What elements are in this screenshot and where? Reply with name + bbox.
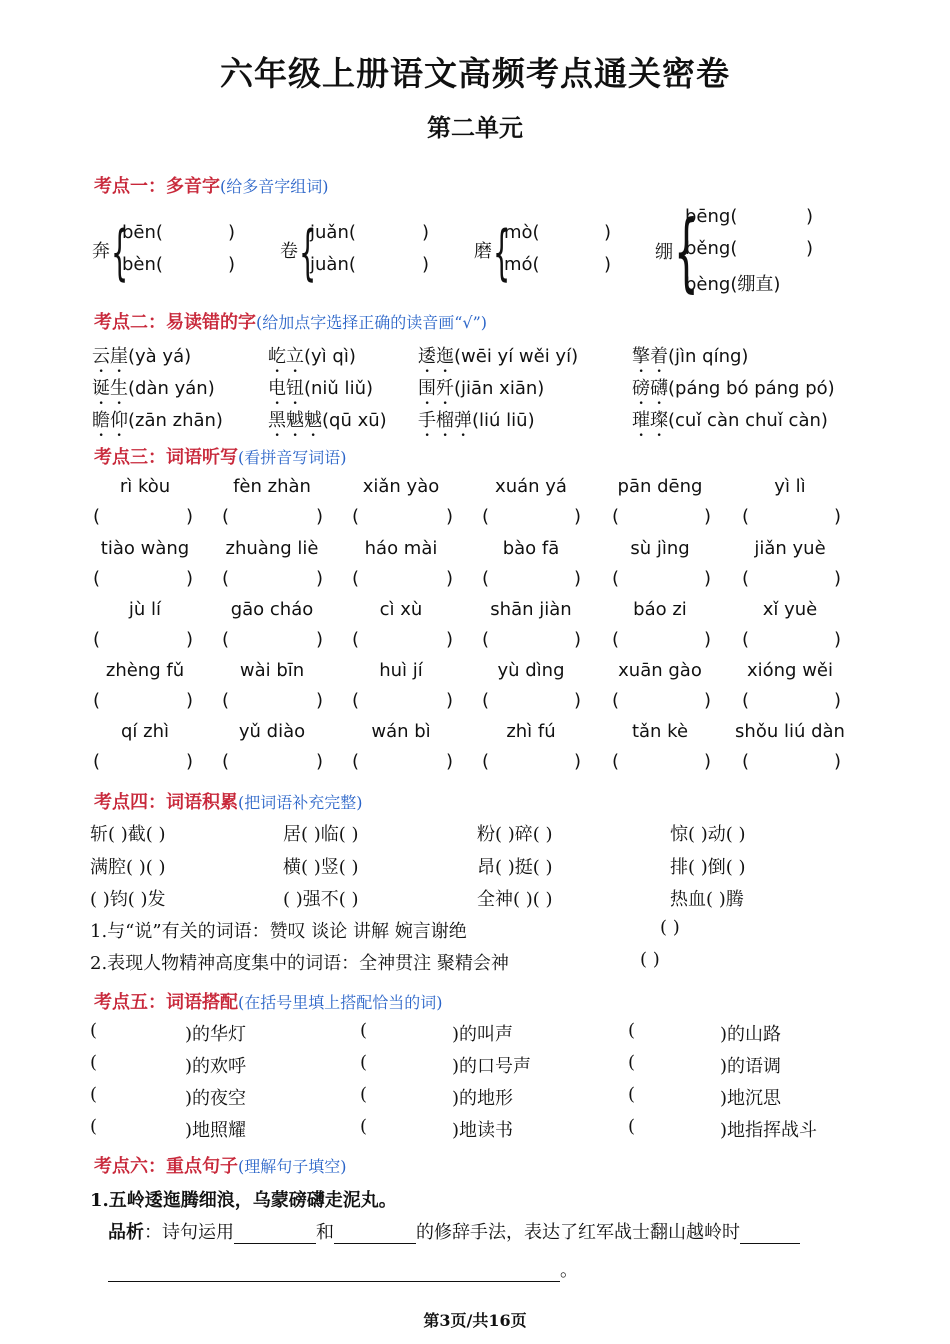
idiom-fill-item[interactable]: 居( )临( ) — [283, 824, 359, 845]
answer-close-paren: ) — [574, 568, 582, 589]
collocation-open-paren[interactable]: ( — [360, 1084, 368, 1105]
answer-close-paren: ) — [834, 506, 842, 527]
idiom-fill-item[interactable]: 斩( )截( ) — [90, 824, 166, 845]
idiom-fill-item[interactable]: 热血( )腾 — [670, 889, 744, 910]
reading-options[interactable]: (cuǐ càn chuǐ càn) — [668, 410, 828, 431]
polyphone-char: 奔 — [92, 241, 110, 262]
section-3-hint: (看拼音写词语) — [238, 448, 347, 467]
pronunciation-item[interactable] — [418, 342, 578, 377]
answer-close-paren: ) — [316, 629, 324, 650]
word: 磅礴 — [632, 378, 668, 399]
answer-open-paren[interactable]: ( — [742, 506, 750, 527]
answer-open-paren[interactable]: ( — [742, 690, 750, 711]
pinyin-prompt: yì lì — [774, 476, 806, 497]
answer-open-paren[interactable]: ( — [352, 629, 360, 650]
answer-open-paren[interactable]: ( — [93, 568, 101, 589]
answer-open-paren[interactable]: ( — [222, 506, 230, 527]
answer-close-paren: ) — [186, 568, 194, 589]
section-1-title: 考点一：多音字 — [94, 176, 220, 197]
section-3-heading — [94, 443, 347, 469]
answer-open-paren[interactable]: ( — [482, 751, 490, 772]
word: 擎着 — [632, 346, 668, 367]
answer-close-paren: ) — [704, 751, 712, 772]
reading-options[interactable]: (yà yá) — [128, 346, 192, 367]
analysis-blank-2[interactable] — [334, 1225, 416, 1244]
section-4-heading — [94, 788, 363, 814]
close-paren: ) — [422, 254, 430, 275]
pinyin-prompt: shǒu liú dàn — [735, 721, 845, 742]
pinyin-prompt: zhuàng liè — [225, 538, 319, 559]
collocation-item: )的口号声 — [452, 1056, 532, 1077]
reading-options[interactable]: (yì qì) — [304, 346, 356, 367]
reading-options[interactable]: (dàn yán) — [128, 378, 215, 399]
pronunciation-item[interactable] — [418, 406, 535, 441]
collocation-open-paren[interactable]: ( — [90, 1084, 98, 1105]
collocation-item: )的欢呼 — [185, 1056, 247, 1077]
answer-close-paren: ) — [704, 690, 712, 711]
answer-close-paren: ) — [186, 506, 194, 527]
answer-close-paren: ) — [316, 506, 324, 527]
answer-open-paren[interactable]: ( — [612, 690, 620, 711]
collocation-item: )地沉思 — [720, 1088, 782, 1109]
section-4-hint: (把词语补充完整) — [238, 793, 363, 812]
collocation-item: )地照耀 — [185, 1120, 247, 1141]
pronunciation-item[interactable] — [632, 406, 828, 441]
reading-options[interactable]: (niǔ liǔ) — [304, 378, 373, 399]
section-5-heading — [94, 988, 443, 1014]
answer-close-paren: ) — [446, 629, 454, 650]
answer-close-paren: ) — [574, 506, 582, 527]
pinyin-prompt: xuān gào — [618, 660, 702, 681]
answer-open-paren[interactable]: ( — [93, 506, 101, 527]
analysis-blank-4[interactable] — [108, 1263, 560, 1282]
brace-icon: { — [111, 218, 129, 288]
pinyin-prompt: jiǎn yuè — [754, 538, 826, 559]
word: 云崖 — [92, 346, 128, 367]
answer-close-paren: ) — [446, 568, 454, 589]
answer-open-paren[interactable]: ( — [612, 751, 620, 772]
section-5-title: 考点五：词语搭配 — [94, 992, 238, 1013]
answer-close-paren: ) — [186, 690, 194, 711]
pinyin-prompt: jù lí — [128, 599, 162, 620]
pinyin-prompt: rì kòu — [119, 476, 171, 497]
idiom-fill-item[interactable]: ( )钧( )发 — [90, 889, 166, 910]
answer-open-paren[interactable]: ( — [612, 506, 620, 527]
answer-close-paren: ) — [834, 751, 842, 772]
answer-close-paren: ) — [186, 629, 194, 650]
answer-open-paren[interactable]: ( — [93, 751, 101, 772]
pronunciation-item[interactable] — [92, 374, 215, 409]
answer-open-paren[interactable]: ( — [482, 690, 490, 711]
collocation-item: )的语调 — [720, 1056, 782, 1077]
answer-close-paren: ) — [704, 568, 712, 589]
answer-open-paren[interactable]: ( — [222, 690, 230, 711]
page-subtitle: 第二单元 — [427, 113, 523, 142]
sec6-analysis-line2 — [108, 1256, 578, 1282]
collocation-item: )的山路 — [720, 1024, 782, 1045]
answer-close-paren: ) — [574, 629, 582, 650]
section-6-title: 考点六：重点句子 — [94, 1156, 238, 1177]
answer-open-paren[interactable]: ( — [482, 629, 490, 650]
collocation-open-paren[interactable]: ( — [628, 1052, 636, 1073]
answer-open-paren[interactable]: ( — [93, 629, 101, 650]
pinyin-prompt: zhèng fǔ — [105, 660, 185, 681]
sec4-question-1: 1.与“说”有关的词语：赞叹 谈论 讲解 婉言谢绝 — [90, 921, 467, 942]
collocation-item: )地指挥战斗 — [720, 1120, 818, 1141]
section-2-hint: (给加点字选择正确的读音画“√”) — [256, 313, 488, 332]
polyphone-reading[interactable]: bèn( — [122, 254, 163, 275]
analysis-label: 品析 — [108, 1222, 144, 1243]
polyphone-reading[interactable]: mò( — [504, 222, 540, 243]
answer-open-paren[interactable]: ( — [612, 629, 620, 650]
reading-options[interactable]: (jiān xiān) — [454, 378, 545, 399]
pinyin-prompt: xiǎn yào — [362, 476, 440, 497]
page-title: 六年级上册语文高频考点通关密卷 — [220, 54, 730, 93]
answer-close-paren: ) — [446, 751, 454, 772]
polyphone-reading[interactable]: juàn( — [310, 254, 356, 275]
collocation-item: )的华灯 — [185, 1024, 247, 1045]
word: 围歼 — [418, 378, 454, 399]
word: 屹立 — [268, 346, 304, 367]
pronunciation-item[interactable] — [92, 406, 223, 441]
polyphone-reading[interactable]: bēn( — [122, 222, 163, 243]
answer-open-paren[interactable]: ( — [93, 690, 101, 711]
sec6-analysis — [108, 1218, 800, 1244]
section-1-hint: (给多音字组词) — [220, 177, 329, 196]
polyphone-reading[interactable]: běng( — [685, 238, 738, 259]
collocation-open-paren[interactable]: ( — [360, 1116, 368, 1137]
close-paren: ) — [228, 222, 236, 243]
sec4-question-1-blank[interactable]: ( ) — [660, 917, 680, 938]
analysis-text-c: 的修辞手法，表达了红军战士翻山越岭时 — [416, 1222, 740, 1243]
answer-close-paren: ) — [574, 690, 582, 711]
answer-close-paren: ) — [446, 506, 454, 527]
section-2-title: 考点二：易读错的字 — [94, 312, 256, 333]
section-2-heading — [94, 308, 487, 334]
pinyin-prompt: báo zi — [633, 599, 687, 620]
polyphone-reading[interactable]: juǎn( — [310, 222, 356, 243]
polyphone-char: 绷 — [655, 242, 673, 263]
close-paren: ) — [422, 222, 430, 243]
pinyin-prompt: wán bì — [371, 721, 431, 742]
page-footer: 第3页/共16页 — [423, 1311, 527, 1330]
word: 电钮 — [268, 378, 304, 399]
answer-close-paren: ) — [316, 690, 324, 711]
idiom-fill-item[interactable]: 惊( )动( ) — [670, 824, 746, 845]
pinyin-prompt: cì xù — [379, 599, 423, 620]
close-paren: ) — [228, 254, 236, 275]
answer-close-paren: ) — [316, 568, 324, 589]
close-paren: ) — [806, 238, 814, 259]
collocation-open-paren[interactable]: ( — [360, 1020, 368, 1041]
reading-options[interactable]: (liú liū) — [472, 410, 535, 431]
idiom-fill-item[interactable]: ( )强不( ) — [283, 889, 359, 910]
answer-open-paren[interactable]: ( — [612, 568, 620, 589]
answer-close-paren: ) — [186, 751, 194, 772]
collocation-open-paren[interactable]: ( — [628, 1084, 636, 1105]
section-4-title: 考点四：词语积累 — [94, 792, 238, 813]
pinyin-prompt: huì jí — [379, 660, 423, 681]
polyphone-reading[interactable]: mó( — [504, 254, 540, 275]
idiom-fill-item[interactable]: 满腔( )( ) — [90, 857, 166, 878]
polyphone-reading[interactable]: bēng( — [685, 206, 738, 227]
idiom-fill-item[interactable]: 横( )竖( ) — [283, 857, 359, 878]
pronunciation-item[interactable] — [632, 374, 835, 409]
polyphone-reading[interactable]: bèng(绷直) — [685, 274, 781, 295]
reading-options[interactable]: (jìn qíng) — [668, 346, 749, 367]
answer-open-paren[interactable]: ( — [742, 751, 750, 772]
pinyin-prompt: fèn zhàn — [233, 476, 311, 497]
collocation-open-paren[interactable]: ( — [90, 1052, 98, 1073]
sec4-question-2-blank[interactable]: ( ) — [640, 949, 660, 970]
pronunciation-item[interactable] — [632, 342, 748, 377]
answer-close-paren: ) — [704, 629, 712, 650]
idiom-fill-item[interactable]: 全神( )( ) — [477, 889, 553, 910]
pinyin-prompt: xióng wěi — [746, 660, 834, 681]
reading-options[interactable]: (zān zhān) — [128, 410, 223, 431]
answer-open-paren[interactable]: ( — [352, 568, 360, 589]
answer-close-paren: ) — [834, 690, 842, 711]
analysis-text-a: ：诗句运用 — [144, 1222, 234, 1243]
pinyin-prompt: xǐ yuè — [762, 599, 818, 620]
brace-icon: { — [299, 218, 317, 288]
pinyin-prompt: zhì fú — [506, 721, 556, 742]
section-6-heading — [94, 1152, 347, 1178]
sec6-question-1: 1.五岭逶迤腾细浪，乌蒙磅礴走泥丸。 — [90, 1190, 397, 1211]
pronunciation-item[interactable] — [268, 406, 387, 441]
answer-close-paren: ) — [446, 690, 454, 711]
collocation-open-paren[interactable]: ( — [628, 1020, 636, 1041]
pinyin-prompt: shān jiàn — [490, 599, 572, 620]
answer-close-paren: ) — [834, 568, 842, 589]
polyphone-char: 磨 — [474, 241, 492, 262]
answer-open-paren[interactable]: ( — [482, 568, 490, 589]
word: 手榴弹 — [418, 410, 472, 431]
answer-close-paren: ) — [316, 751, 324, 772]
answer-open-paren[interactable]: ( — [222, 629, 230, 650]
pinyin-prompt: háo mài — [364, 538, 438, 559]
section-3-title: 考点三：词语听写 — [94, 447, 238, 468]
pronunciation-item[interactable] — [268, 342, 356, 377]
idiom-fill-item[interactable]: 粉( )碎( ) — [477, 824, 553, 845]
answer-open-paren[interactable]: ( — [222, 751, 230, 772]
word: 瞻仰 — [92, 410, 128, 431]
analysis-text-b: 和 — [316, 1222, 334, 1243]
section-6-hint: (理解句子填空) — [238, 1157, 347, 1176]
collocation-open-paren[interactable]: ( — [628, 1116, 636, 1137]
idiom-fill-item[interactable]: 排( )倒( ) — [670, 857, 746, 878]
pinyin-prompt: wài bīn — [239, 660, 305, 681]
answer-close-paren: ) — [834, 629, 842, 650]
close-paren: ) — [604, 254, 612, 275]
pronunciation-item[interactable] — [92, 342, 191, 377]
close-paren: ) — [806, 206, 814, 227]
reading-options[interactable]: (wēi yí wěi yí) — [454, 346, 579, 367]
answer-close-paren: ) — [704, 506, 712, 527]
pinyin-prompt: qí zhì — [120, 721, 169, 742]
sec4-question-2: 2.表现人物精神高度集中的词语：全神贯注 聚精会神 — [90, 953, 509, 974]
pinyin-prompt: pān dēng — [617, 476, 703, 497]
collocation-open-paren[interactable]: ( — [90, 1116, 98, 1137]
collocation-item: )的地形 — [452, 1088, 514, 1109]
answer-open-paren[interactable]: ( — [482, 506, 490, 527]
word: 黑魆魆 — [268, 410, 322, 431]
close-paren: ) — [604, 222, 612, 243]
pinyin-prompt: yǔ diào — [238, 721, 306, 742]
reading-options[interactable]: (páng bó páng pó) — [668, 378, 835, 399]
word: 逶迤 — [418, 346, 454, 367]
pronunciation-item[interactable] — [418, 374, 544, 409]
collocation-item: )的夜空 — [185, 1088, 247, 1109]
collocation-item: )的叫声 — [452, 1024, 514, 1045]
pinyin-prompt: sù jìng — [630, 538, 690, 559]
analysis-blank-1[interactable] — [234, 1225, 316, 1244]
analysis-end: 。 — [560, 1260, 578, 1281]
collocation-item: )地读书 — [452, 1120, 514, 1141]
pronunciation-item[interactable] — [268, 374, 373, 409]
reading-options[interactable]: (qū xū) — [322, 410, 387, 431]
section-1-heading — [94, 172, 329, 198]
answer-open-paren[interactable]: ( — [352, 506, 360, 527]
answer-open-paren[interactable]: ( — [222, 568, 230, 589]
pinyin-prompt: tǎn kè — [631, 721, 689, 742]
answer-close-paren: ) — [574, 751, 582, 772]
pinyin-prompt: bào fā — [502, 538, 560, 559]
brace-icon: { — [674, 202, 699, 302]
pinyin-prompt: xuán yá — [495, 476, 567, 497]
word: 璀璨 — [632, 410, 668, 431]
analysis-blank-3[interactable] — [740, 1225, 800, 1244]
answer-open-paren[interactable]: ( — [742, 629, 750, 650]
polyphone-char: 卷 — [280, 241, 298, 262]
pinyin-prompt: gāo cháo — [230, 599, 314, 620]
pinyin-prompt: yù dìng — [497, 660, 565, 681]
answer-open-paren[interactable]: ( — [352, 751, 360, 772]
brace-icon: { — [493, 218, 511, 288]
collocation-open-paren[interactable]: ( — [90, 1020, 98, 1041]
idiom-fill-item[interactable]: 昂( )挺( ) — [477, 857, 553, 878]
answer-open-paren[interactable]: ( — [352, 690, 360, 711]
word: 诞生 — [92, 378, 128, 399]
collocation-open-paren[interactable]: ( — [360, 1052, 368, 1073]
section-5-hint: (在括号里填上搭配恰当的词) — [238, 993, 443, 1012]
answer-open-paren[interactable]: ( — [742, 568, 750, 589]
pinyin-prompt: tiào wàng — [100, 538, 190, 559]
